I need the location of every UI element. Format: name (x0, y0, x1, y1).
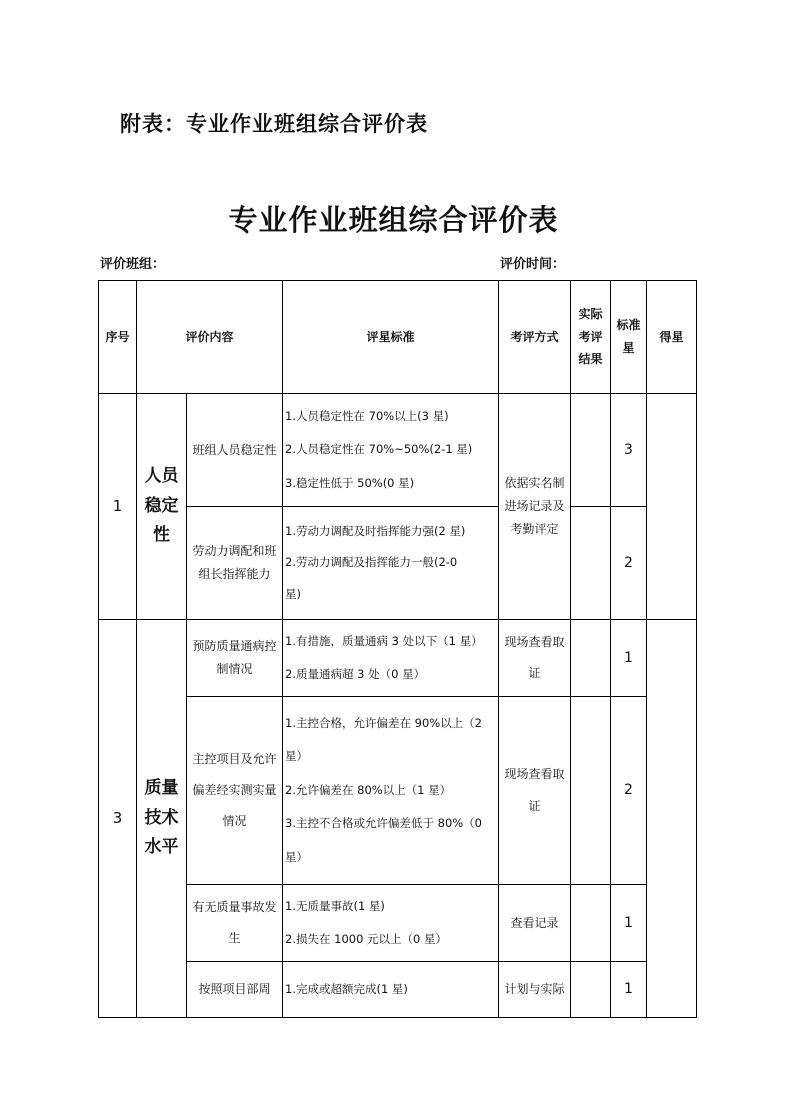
table-row (99, 962, 697, 1018)
document-title: 专业作业班组综合评价表 (228, 203, 559, 237)
category-cell: 人员 稳定 性 (137, 394, 187, 620)
appendix-heading: 附表：专业作业班组综合评价表 (120, 112, 428, 136)
standard-stars-cell: 1 (611, 620, 647, 697)
col-header-score: 得星 (647, 281, 697, 394)
criteria-cell: 1.劳动力调配及时指挥能力强(2 星) 2.劳动力调配及指挥能力一般(2-0 星) (283, 507, 499, 620)
time-label: 评价时间： (500, 257, 566, 272)
item-name-cell: 班组人员稳定性 (187, 394, 283, 507)
table-row (99, 885, 697, 962)
table-row (99, 697, 697, 885)
item-name-cell: 有无质量事故发 生 (187, 885, 283, 962)
criteria-cell: 1.无质量事故(1 星) 2.损失在 1000 元以上（0 星） (283, 885, 499, 962)
col-header-actual: 实际 考评 结果 (571, 281, 611, 394)
score-cell (647, 394, 697, 620)
table-row (99, 620, 697, 697)
criteria-cell: 1.完成或超额完成(1 星) (283, 962, 499, 1018)
category-cell: 质量 技术 水平 (137, 620, 187, 1018)
criteria-cell: 1.有措施，质量通病 3 处以下（1 星） 2.质量通病超 3 处（0 星） (283, 620, 499, 697)
method-cell: 查看记录 (499, 885, 571, 962)
col-header-standard: 标准 星 (611, 281, 647, 394)
actual-result-cell (571, 620, 611, 697)
method-cell: 现场查看取 证 (499, 697, 571, 885)
standard-stars-cell: 1 (611, 962, 647, 1018)
criteria-cell: 1.主控合格，允许偏差在 90%以上（2 星） 2.允许偏差在 80%以上（1 星） 3.主控不合格或允许偏差低于 80%（0 星） (283, 697, 499, 885)
actual-result-cell (571, 394, 611, 507)
evaluation-table (98, 280, 697, 1018)
actual-result-cell (571, 885, 611, 962)
table-row (99, 394, 697, 507)
standard-stars-cell: 1 (611, 885, 647, 962)
standard-stars-cell: 3 (611, 394, 647, 507)
team-label: 评价班组： (100, 257, 166, 272)
item-name-cell: 按照项目部周 (187, 962, 283, 1018)
method-cell: 现场查看取 证 (499, 620, 571, 697)
method-cell: 依据实名制 进场记录及 考勤评定 (499, 394, 571, 620)
col-header-content: 评价内容 (137, 281, 283, 394)
actual-result-cell (571, 962, 611, 1018)
actual-result-cell (571, 507, 611, 620)
standard-stars-cell: 2 (611, 697, 647, 885)
criteria-cell: 1.人员稳定性在 70%以上(3 星) 2.人员稳定性在 70%~50%(2-1 星) 3.稳定性低于 50%(0 星) (283, 394, 499, 507)
actual-result-cell (571, 697, 611, 885)
item-name-cell: 预防质量通病控 制情况 (187, 620, 283, 697)
item-name-cell: 劳动力调配和班 组长指挥能力 (187, 507, 283, 620)
header-row (99, 281, 697, 394)
standard-stars-cell: 2 (611, 507, 647, 620)
col-header-method: 考评方式 (499, 281, 571, 394)
table-row (99, 507, 697, 620)
seq-cell: 1 (99, 394, 137, 620)
seq-cell: 3 (99, 620, 137, 1018)
col-header-criteria: 评星标准 (283, 281, 499, 394)
item-name-cell: 主控项目及允许 偏差经实测实量 情况 (187, 697, 283, 885)
col-header-seq: 序号 (99, 281, 137, 394)
method-cell: 计划与实际 (499, 962, 571, 1018)
score-cell (647, 620, 697, 1018)
